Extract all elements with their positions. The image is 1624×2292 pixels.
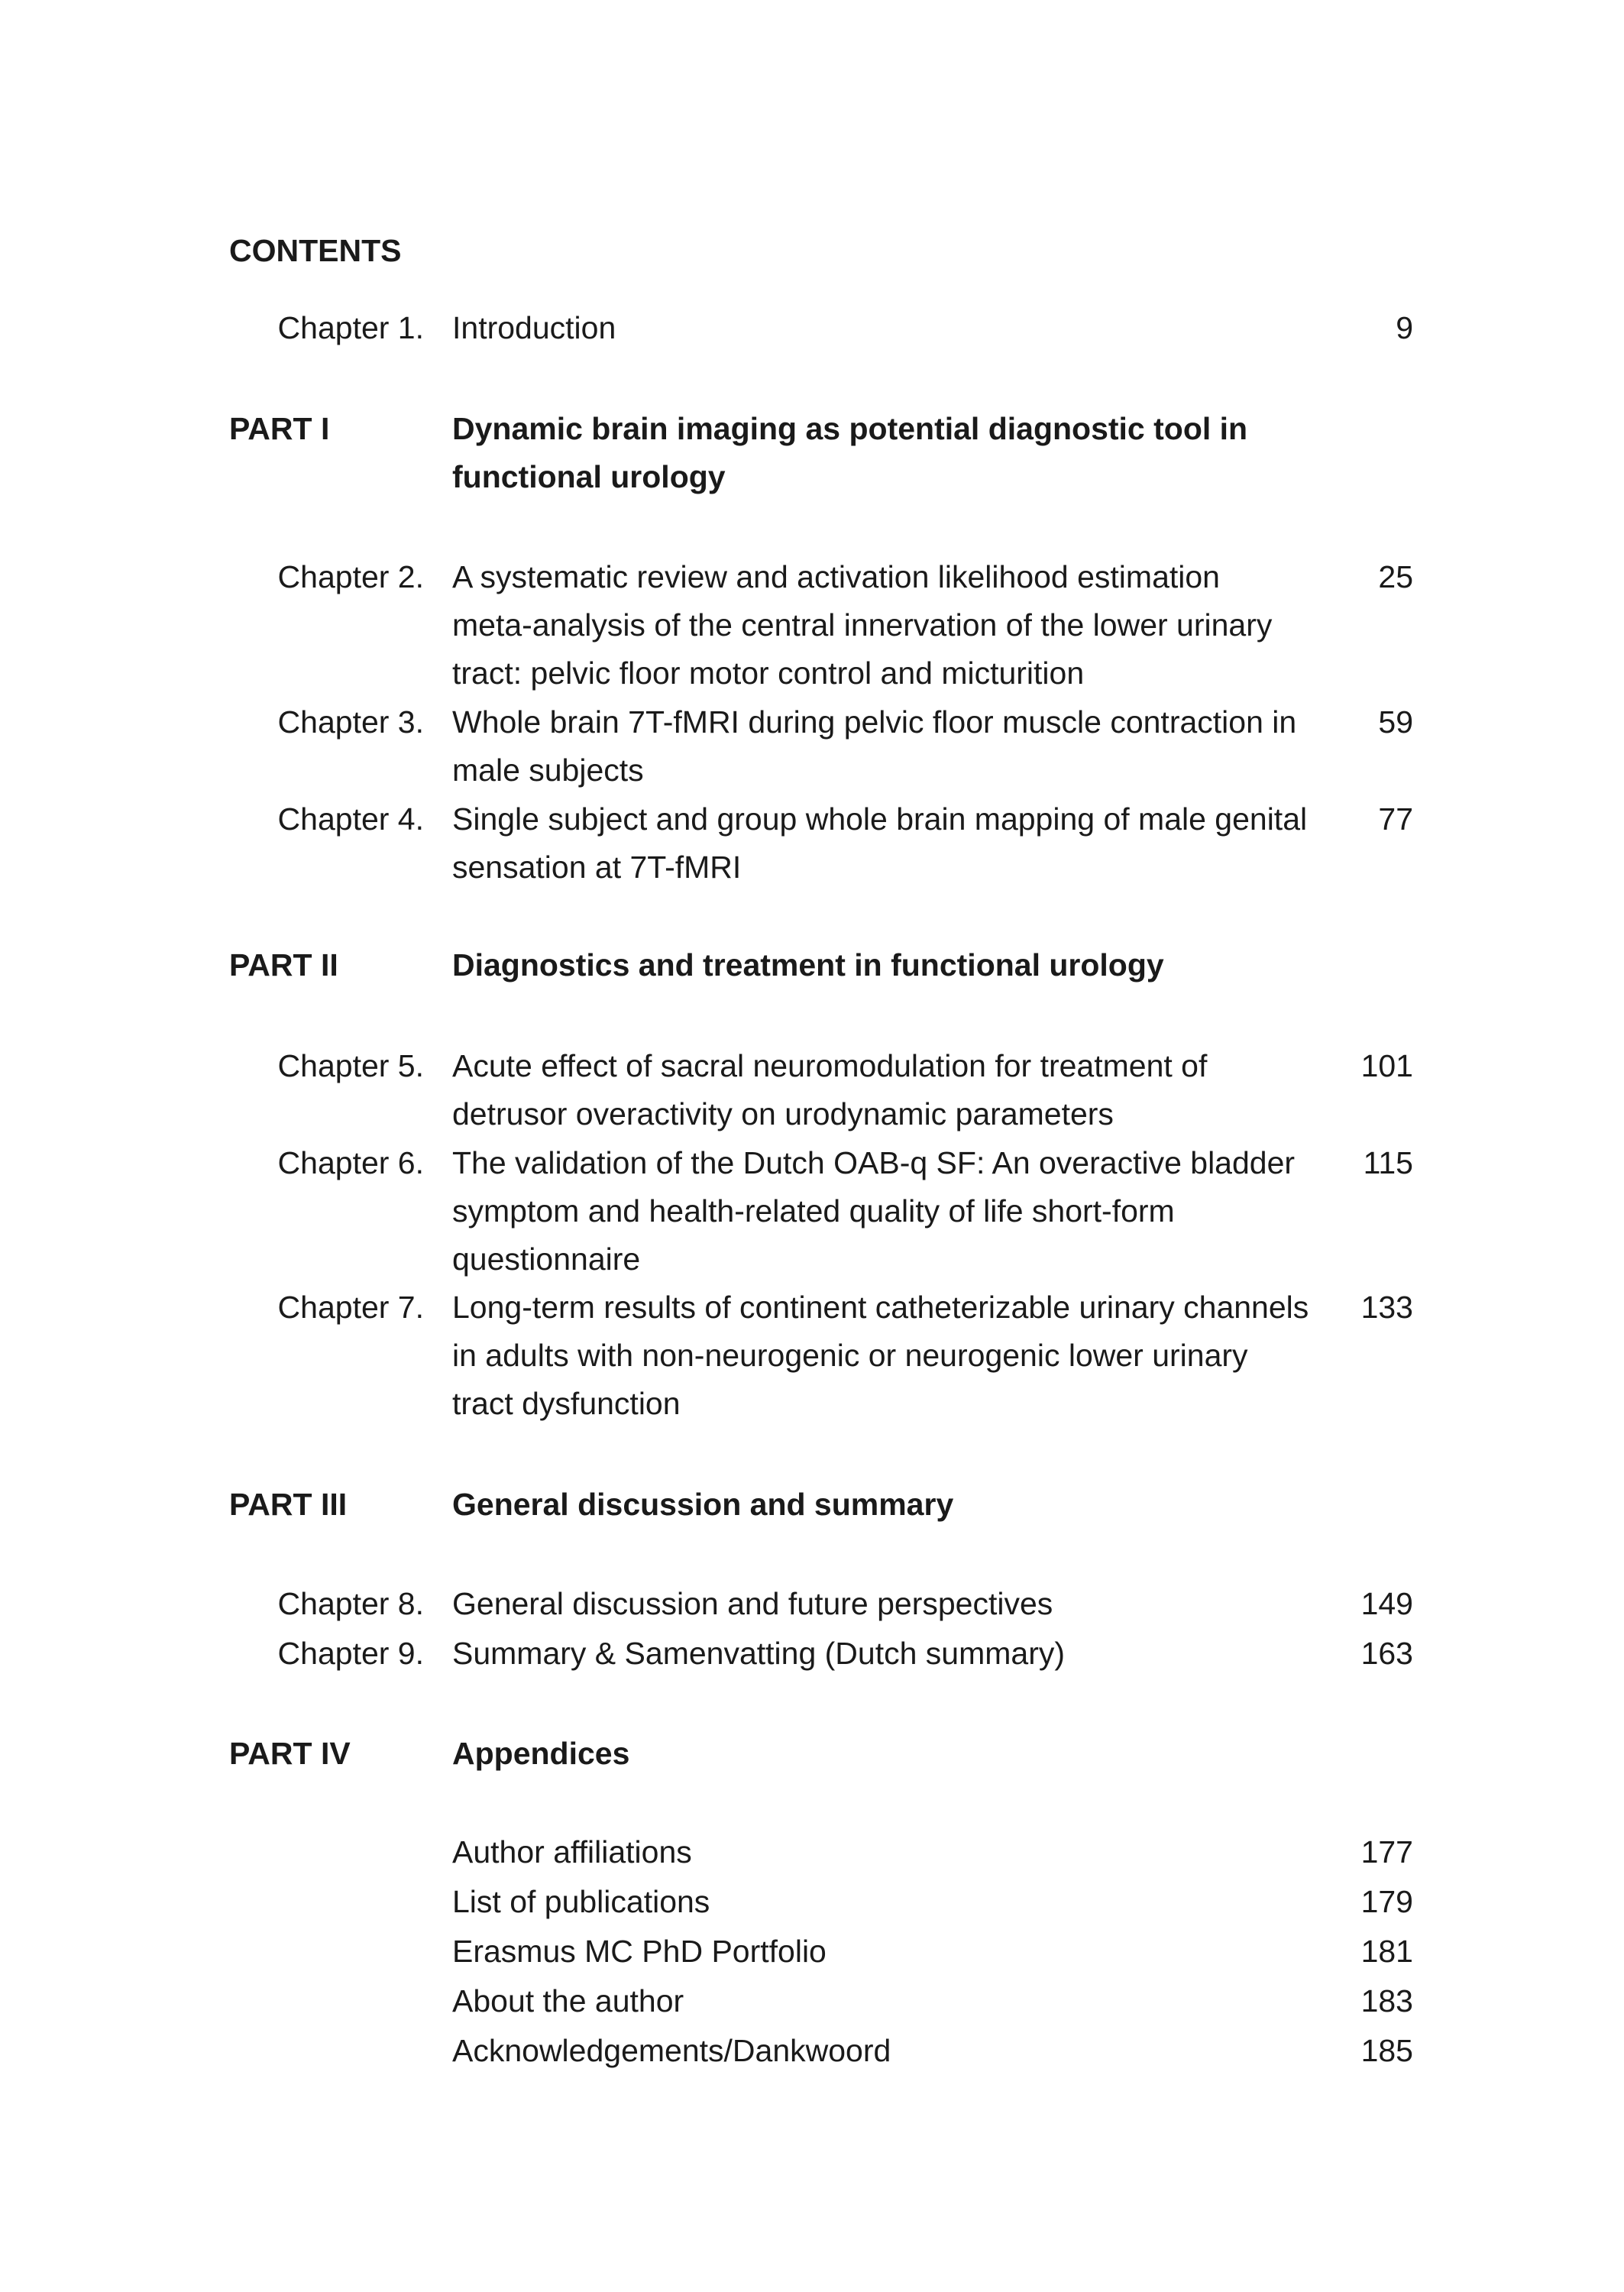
- part-label: PART III: [229, 1487, 348, 1522]
- page-number: 25: [1378, 559, 1413, 594]
- chapter-title: Single subject and group whole brain mapping of male genital sensation at 7T-fMRI: [452, 801, 1308, 885]
- chapter-title: Long-term results of continent catheterizable urinary channels in adults with non-neurogenic or neurogenic lower urinary tract dysfunction: [452, 1290, 1309, 1421]
- chapter-label: Chapter 4.: [277, 801, 424, 837]
- contents-heading: CONTENTS: [229, 233, 402, 268]
- chapter-title: Whole brain 7T-fMRI during pelvic floor muscle contraction in male subjects: [452, 704, 1297, 788]
- page-number: 59: [1378, 704, 1413, 740]
- page-number: 115: [1363, 1145, 1413, 1180]
- page-number: 149: [1360, 1586, 1413, 1621]
- page-number: 9: [1396, 310, 1413, 345]
- chapter-label: Chapter 9.: [277, 1636, 424, 1671]
- chapter-title: Summary & Samenvatting (Dutch summary): [452, 1636, 1066, 1671]
- page-number: 133: [1360, 1290, 1413, 1325]
- chapter-title: General discussion and future perspectives: [452, 1586, 1053, 1621]
- chapter-label: Chapter 7.: [277, 1290, 424, 1325]
- part-title: Dynamic brain imaging as potential diagnostic tool in functional urology: [452, 411, 1248, 494]
- chapter-title: Acute effect of sacral neuromodulation for treatment of detrusor overactivity on urodynamic parameters: [452, 1048, 1208, 1131]
- chapter-title: A systematic review and activation likelihood estimation meta-analysis of the central innervation of the lower urinary tract: pelvic floor motor control and micturition: [452, 559, 1273, 691]
- chapter-label: Chapter 2.: [277, 559, 424, 594]
- appendix-title: Acknowledgements/Dankwoord: [452, 2033, 891, 2068]
- chapter-label: Chapter 8.: [277, 1586, 424, 1621]
- appendix-title: About the author: [452, 1983, 684, 2018]
- part-title: Appendices: [452, 1736, 630, 1771]
- part-label: PART II: [229, 947, 338, 983]
- page-number: 77: [1378, 801, 1413, 837]
- page-number: 181: [1360, 1934, 1413, 1969]
- page-number: 163: [1360, 1636, 1413, 1671]
- page-number: 177: [1360, 1834, 1413, 1870]
- part-title: Diagnostics and treatment in functional urology: [452, 947, 1164, 983]
- chapter-label: Chapter 6.: [277, 1145, 424, 1180]
- appendix-title: Erasmus MC PhD Portfolio: [452, 1934, 827, 1969]
- part-title: General discussion and summary: [452, 1487, 954, 1522]
- chapter-label: Chapter 3.: [277, 704, 424, 740]
- part-label: PART I: [229, 411, 330, 446]
- page-number: 183: [1360, 1983, 1413, 2018]
- chapter-title: The validation of the Dutch OAB-q SF: An overactive bladder symptom and health-related quality of life short-form questionnaire: [452, 1145, 1296, 1277]
- chapter-label: Chapter 1.: [277, 310, 424, 345]
- appendix-title: Author affiliations: [452, 1834, 692, 1870]
- page-number: 185: [1360, 2033, 1413, 2068]
- page-number: 179: [1360, 1884, 1413, 1919]
- part-label: PART IV: [229, 1736, 351, 1771]
- chapter-label: Chapter 5.: [277, 1048, 424, 1083]
- chapter-title: Introduction: [452, 310, 616, 345]
- page-number: 101: [1360, 1048, 1413, 1083]
- appendix-title: List of publications: [452, 1884, 710, 1919]
